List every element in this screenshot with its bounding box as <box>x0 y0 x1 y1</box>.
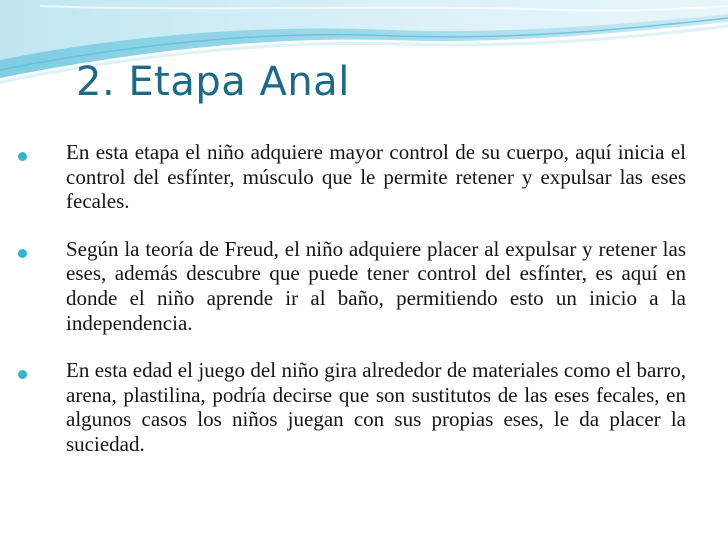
bullet-text: Según la teoría de Freud, el niño adquiere placer al expulsar y retener las eses, además descubre que puede tener control del esfínter, es aquí en donde el niño aprende ir al baño, permitiendo esto un inicio a la independencia. <box>66 236 686 335</box>
bullet-text: En esta etapa el niño adquiere mayor control de su cuerpo, aquí inicia el control del esfínter, músculo que le permite retener y expulsar las eses fecales. <box>66 140 686 214</box>
bullet-list <box>18 140 686 480</box>
bullet-text: En esta edad el juego del niño gira alrededor de materiales como el barro, arena, plastilina, podría decirse que son sustitutos de las eses fecales, en algunos casos los niños juegan con sus propias eses, le da placer la suciedad. <box>66 358 686 456</box>
bullet-item <box>18 358 686 456</box>
bullet-item <box>18 237 686 335</box>
bullet-item <box>18 140 686 214</box>
bullet-dot-icon <box>18 152 27 161</box>
bullet-dot-icon <box>18 370 27 379</box>
slide-title: 2. Etapa Anal <box>76 59 350 105</box>
bullet-dot-icon <box>18 249 27 258</box>
